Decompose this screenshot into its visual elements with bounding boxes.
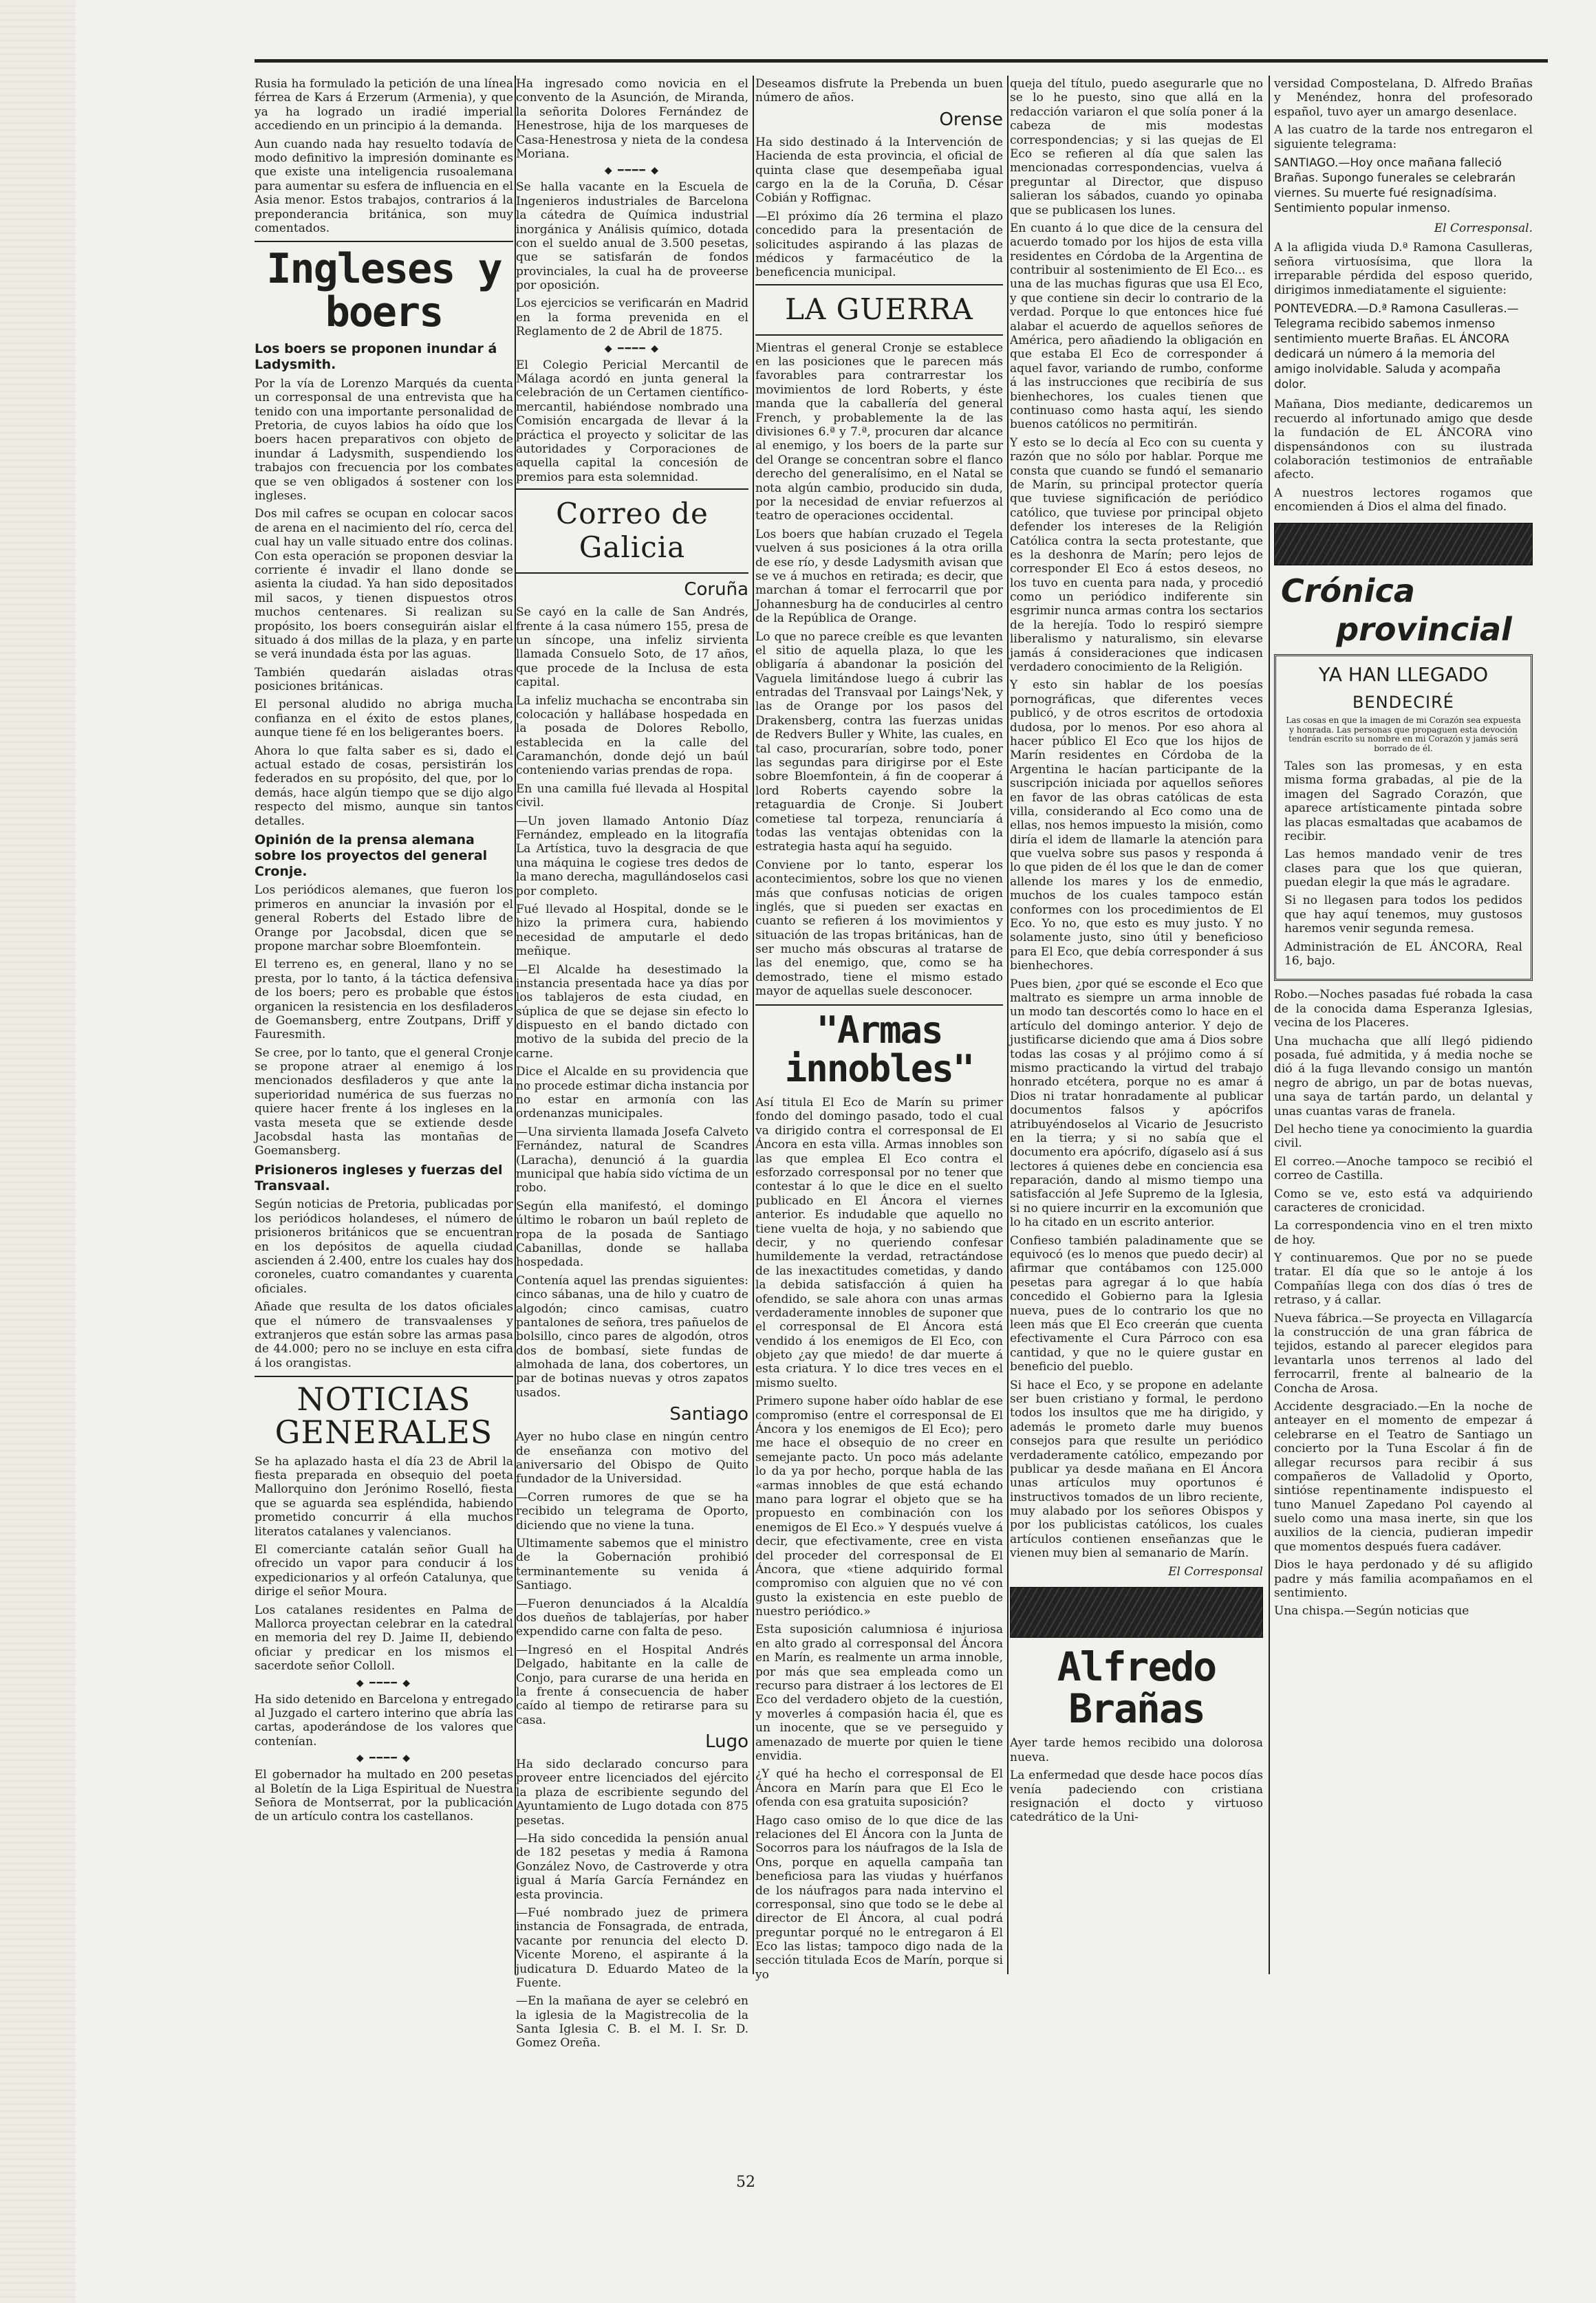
article-paragraph: Confieso también paladinamente que se equivocó (es lo menos que puedo decir) al afirmar que contábamos con 125.000 pesetas para agregar á lo que había concedido el Gobierno para la Iglesia nueva, pues de lo contrario los que no leen más que El Eco creerán que cuenta efectivamente el Cura Párroco con esa cantidad, y que no le quiere gustar en beneficio del pueblo. xyxy=(1010,1233,1263,1374)
advert-box xyxy=(1274,654,1533,982)
article-paragraph: Aun cuando nada hay resuelto todavía de modo definitivo la impresión dominante es que existe una inteligencia rusoalemana para aumentar su esfera de influencia en el Asia menor. Estos trabajos, contrarios á la preponderancia británica, son muy comentados. xyxy=(255,137,513,235)
article-paragraph: —El próximo día 26 termina el plazo concedido para la presentación de solicitudes aspirando á las plazas de médicos y farmacéutico de la beneficencia municipal. xyxy=(755,209,1003,280)
column-rule xyxy=(1007,76,1009,1974)
article-paragraph: Ha ingresado como novicia en el convento de la Asunción, de Miranda, la señorita Dolores Fernández de Henestrose, hija de los marqueses de Casa-Henestrosa y nieta de la condesa Moriana. xyxy=(516,77,748,161)
column-2 xyxy=(516,77,748,2055)
article-paragraph: queja del título, puedo asegurarle que no se lo he puesto, sino que allá en la redacción variaron el que solía poner á la cabeza de mis modestas correspondencias; y si las quejas de El Eco se refieren al día que salen las mencionadas correspondencias, vuelva á preguntar al Director, que dispuso salieran los sábados, cuando yo opinaba que se publicasen los lunes. xyxy=(1010,77,1263,217)
subheading: Los boers se proponen inundar á Ladysmith. xyxy=(255,341,497,373)
article-paragraph: Mañana, Dios mediante, dedicaremos un recuerdo al infortunado amigo que desde la fundación de EL ÁNCORA vino dispensándonos con su ilustrada colaboración testimonios de entrañable afecto. xyxy=(1274,398,1533,482)
advert-paragraph: Administración de EL ÁNCORA, Real 16, bajo. xyxy=(1284,940,1522,969)
ornament-separator: ◆ ━━━━ ◆ xyxy=(356,1753,412,1764)
article-paragraph: A las cuatro de la tarde nos entregaron el siguiente telegrama: xyxy=(1274,123,1533,151)
article-paragraph: Se cree, por lo tanto, que el general Cronje se propone atraer al enemigo á los mencionados desfiladeros y que ante la superioridad numérica de sus fuerzas no quiere hacer frente á los ingleses en la vasta meseta que se extiende desde Jacobsdal hasta las montañas de Goemansberg. xyxy=(255,1046,513,1158)
article-paragraph: Dice el Alcalde en su providencia que no procede estimar dicha instancia por no estar en armonía con las ordenanzas municipales. xyxy=(516,1065,748,1121)
article-paragraph: Y esto sin hablar de los poesías pornográficas, que diferentes veces publicó, y de otros escritos de ortodoxia dudosa, por lo menos. Por eso ahora al hacer público El Eco que los hijos de Marín residentes en Córdoba de la Argentina le hacían participante de la suscripción iniciada por aquellos señores en favor de las obras católicas de esta villa, considerando al Eco como una de ellas, nos hemos impuesto la misión, como diría el idem de llamarle la atención para que vuelva sobre sus pasos y responda á lo que piden de él los que le dan de comer allende los mares y los de enmedio, muchos de los cuales tampoco están conformes con los procedimientos de El Eco. Yo no, que esto es muy justo. Y no solamente justo, sino útil y beneficioso para El Eco, que debía corresponder á sus bienhechores. xyxy=(1010,678,1263,973)
column-rule xyxy=(1269,76,1270,1974)
article-paragraph: Ahora lo que falta saber es si, dado el actual estado de cosas, persistirán los federados en su propósito, del que, por lo demás, hace algún tiempo que se dijo algo respecto del mismo, aunque sin tantos detalles. xyxy=(255,744,513,828)
article-paragraph: Ayer no hubo clase en ningún centro de enseñanza con motivo del aniversario del Obispo de Quito fundador de la Universidad. xyxy=(516,1430,748,1486)
section-header-box xyxy=(516,488,748,574)
article-paragraph: —Fueron denunciados á la Alcaldía dos dueños de tablajerías, por haber expendido carne con falta de peso. xyxy=(516,1597,748,1639)
article-paragraph: Se ha aplazado hasta el día 23 de Abril la fiesta preparada en obsequio del poeta Mallorquino don Jerónimo Roselló, fiesta que se aguarda sea espléndida, habiendo prometido concurrir á ella muchos literatos catalanes y valencianos. xyxy=(255,1454,513,1539)
divider xyxy=(255,241,513,242)
article-paragraph: Los periódicos alemanes, que fueron los primeros en anunciar la invasión por el general Roberts del Estado libre de Orange por Jacobsdal, dicen que se propone marchar sobre Bloemfontein. xyxy=(255,883,513,953)
article-paragraph: Los catalanes residentes en Palma de Mallorca proyectan celebrar en la catedral en memoria del rey D. Jaime II, debiendo oficiar y predicar en los mismos el sacerdote señor Colloll. xyxy=(255,1603,513,1674)
signature: El Corresponsal xyxy=(1168,1564,1263,1579)
article-paragraph: Así titula El Eco de Marín su primer fondo del domingo pasado, todo el cual va dirigido contra el corresponsal de El Áncora en esta villa. Armas innobles son las que emplea El Eco contra el esforzado corresponsal por no tener que contestar á lo que le dice en el suelto publicado en El Áncora el viernes anterior. Es indudable que aquello no tiene vuelta de hoja, y no sabiendo que decir, y no queriendo confesar humildemente la verdad, retractándose de las inexactitudes cometidas, y dando la debida satisfacción á quien ha ofendido, se sale ahora con unas armas verdaderamente innobles de suponer que el corresponsal de El Áncora está vendido á los enemigos de El Eco, con objeto ¿ay que miedo! de dar muerte á esta criatura. Y lo dice tres veces en el mismo suelto. xyxy=(755,1096,1003,1390)
signature: El Corresponsal. xyxy=(1434,221,1533,236)
article-paragraph: En una camilla fué llevada al Hospital civil. xyxy=(516,781,748,810)
article-paragraph: Una muchacha que allí llegó pidiendo posada, fué admitida, y á media noche se dió á la fuga llevando consigo un mantón negro de abrigo, un par de botas nuevas, una saya de tartán pardo, un delantal y unas cuantas varas de franela. xyxy=(1274,1034,1533,1118)
article-paragraph: Robo.—Noches pasadas fué robada la casa de la conocida dama Esperanza Iglesias, vecina de los Placeres. xyxy=(1274,988,1533,1030)
city-heading-orense: Orense xyxy=(939,109,1003,130)
article-paragraph: El gobernador ha multado en 200 pesetas al Boletín de la Liga Espiritual de Nuestra Señora de Montserrat, por la publicación de un artículo contra los castellanos. xyxy=(255,1768,513,1824)
advert-paragraph: Las hemos mandado venir de tres clases para que los que quieran, puedan elegir la que más le agradare. xyxy=(1284,847,1522,890)
article-paragraph: Según ella manifestó, el domingo último le robaron un baúl repleto de ropa de la posada de Santiago Cabanillas, donde se hallaba hospedada. xyxy=(516,1199,748,1270)
column-rule xyxy=(753,76,754,1974)
city-heading-lugo: Lugo xyxy=(705,1731,748,1753)
article-paragraph: Del hecho tiene ya conocimiento la guardia civil. xyxy=(1274,1122,1533,1151)
article-paragraph: versidad Compostelana, D. Alfredo Brañas y Menéndez, honra del profesorado español, tuvo ayer un amargo desenlace. xyxy=(1274,77,1533,119)
article-paragraph: Se halla vacante en la Escuela de Ingenieros industriales de Barcelona la cátedra de Química industrial inorgánica y Análisis químico, dotada con el sueldo anual de 3.500 pesetas, que se satisfarán de fondos provinciales, la cual ha de proveerse por oposición. xyxy=(516,180,748,293)
article-paragraph: Lo que no parece creíble es que levanten el sitio de aquella plaza, lo que les obligaría á abandonar la posición del Vaguela limitándose luego á cubrir las entradas del Transvaal por Laings'Nek, y las de Orange por los pasos del Drakensberg, contra las fuerzas unidas de Redvers Buller y White, las cuales, en tal caso, procurarían, sobre todo, poner las segundas para dirigirse por el Este sobre Bloemfontein, á fin de cooperar á lord Roberts cayendo sobre la retaguardia de Cronje. Si Joubert cometiese tal torpeza, renunciaría á todas las ventajas obtenidas con la estrategia hasta aquí ha seguido. xyxy=(755,629,1003,854)
article-paragraph: ¿Y qué ha hecho el corresponsal de El Áncora en Marín para que El Eco le ofenda con esa gratuita suposición? xyxy=(755,1767,1003,1810)
article-paragraph: Dos mil cafres se ocupan en colocar sacos de arena en el nacimiento del río, cerca del cual hay un valle situado entre dos colinas. Con esta operación se proponen desviar la corriente é invadir el llano donde se asienta la ciudad. Ya han sido depositados mil sacos, y tienen dispuestos otros muchos centenares. Si realizan su propósito, los boers conseguirán aislar el situado á dos millas de la plaza, y en parte se verá inundada ésta por las aguas. xyxy=(255,507,513,662)
article-paragraph: Conviene por lo tanto, esperar los acontecimientos, sobre los que no vienen más que confusas noticias de origen inglés, que si pueden ser exactas en cuanto se refieren á los movimientos y situación de las tropas británicas, han de ser mucho más obscuras al tratarse de las del enemigo, que, como se ha demostrado, tiene el mismo estado mayor de aquellas suele desconocer. xyxy=(755,858,1003,999)
article-paragraph: Se cayó en la calle de San Andrés, frente á la casa número 155, presa de un síncope, una infeliz sirvienta llamada Consuelo Soto, de 17 años, que procede de la Inclusa de esta capital. xyxy=(516,605,748,690)
article-paragraph: La infeliz muchacha se encontraba sin colocación y hallábase hospedada en la posada de Dolores Rebollo, establecida en la calle del Caramanchón, donde dejó un baúl conteniendo varias prendas de ropa. xyxy=(516,693,748,778)
article-paragraph: Si hace el Eco, y se propone en adelante ser buen cristiano y formal, le perdono todos los insultos que me ha dirigido, y además le prometo darle muy buenos consejos para que resulte un periódico verdaderamente católico, empezando por publicar ya desde mañana en El Áncora unas artículos muy oportunos é instructivos tomados de un libro reciente, muy alabado por los señores Obispos y por los publicistas católicos, los cuales artículos contienen enseñanzas que le vienen muy bien al semanario de Marín. xyxy=(1010,1378,1263,1561)
column-3 xyxy=(755,77,1003,1986)
article-paragraph: La enfermedad que desde hace pocos días venía padeciendo con cristiana resignación el docto y virtuoso catedrático de la Uni- xyxy=(1010,1769,1263,1825)
section-title-correo-galicia: Correo de Galicia xyxy=(556,497,709,565)
city-heading-coruna: Coruña xyxy=(684,579,748,601)
article-paragraph: El comerciante catalán señor Guall ha ofrecido un vapor para conducir á los expedicionarios y al orfeón Catalunya, que dirige el señor Moura. xyxy=(255,1543,513,1599)
mourning-banner xyxy=(1274,523,1533,565)
divider xyxy=(255,1376,513,1377)
article-paragraph: —Una sirvienta llamada Josefa Calveto Fernández, natural de Scandres (Laracha), denunció á la guardia municipal que había sido víctima de un robo. xyxy=(516,1125,748,1196)
article-paragraph: Ha sido declarado concurso para proveer entre licenciados del ejército la plaza de escribiente segundo del Ayuntamiento de Lugo dotada con 875 pesetas. xyxy=(516,1758,748,1828)
article-paragraph: Según noticias de Pretoria, publicadas por los periódicos holandeses, el número de prisioneros británicos que se encuentran en los depósitos de aquella ciudad ascienden á 2.400, entre los cuales hay dos coroneles, cuatro comandantes y cuarenta oficiales. xyxy=(255,1198,513,1296)
article-paragraph: Mientras el general Cronje se establece en las posiciones que le parecen más favorables para contrarrestar los movimientos de lord Roberts, y éste manda que la caballería del general French, y probablemente la de las divisiones 6.ª y 7.ª, procuren dar alcance al enemigo, y los boers de la parte sur del Orange se concentran sobre el flanco derecho del generalísimo, en el Natal se nota algún cambio, producido sin duda, por la necesidad de enviar refuerzos al teatro de operaciones occidental. xyxy=(755,340,1003,523)
article-paragraph: El Colegio Pericial Mercantil de Málaga acordó en junta general la celebración de un Certamen científico-mercantil, habiéndose nombrado una Comisión encargada de llevar á la práctica el proyecto y solicitar de las autoridades y Corporaciones de aquella capital la concesión de premios para esta solemnidad. xyxy=(516,358,748,484)
article-paragraph: Ayer tarde hemos recibido una dolorosa nueva. xyxy=(1010,1736,1263,1764)
city-heading-santiago: Santiago xyxy=(669,1404,748,1425)
article-paragraph: Hago caso omiso de lo que dice de las relaciones del El Áncora con la Junta de Socorros para los náufragos de la Isla de Ons, porque en aquella campaña tan beneficiosa para las viudas y huérfanos de los náufragos para nada intervino el corresponsal, sino que todo se le debe al director de El Áncora, al cual podrá preguntar porqué no le entregaron á El Eco las listas; tampoco digo nada de la sección titulada Ecos de Marín, porque si yo xyxy=(755,1813,1003,1982)
column-5 xyxy=(1274,77,1533,1623)
article-paragraph: Esta suposición calumniosa é injuriosa en alto grado al corresponsal del Áncora en Marín, es realmente un arma innoble, por más que sea empleada como un recurso para distraer á los lectores de El Eco del verdadero objeto de la cuestión, y moverles á compasión hacia él, que es un inocente, que se ve perseguido y amenazado de muerte por quien le tiene envidia. xyxy=(755,1623,1003,1763)
article-paragraph: Una chispa.—Según noticias que xyxy=(1274,1604,1469,1619)
subheading: Opinión de la prensa alemana sobre los proyectos del general Cronje. xyxy=(255,832,488,879)
advert-paragraph: Si no llegasen para todos los pedidos que hay aquí tenemos, muy gustosos haremos venir segunda remesa. xyxy=(1284,894,1522,936)
article-paragraph: —Ingresó en el Hospital Andrés Delgado, habitante en la calle de Conjo, para curarse de una herida en la frente á consecuencia de haber caído al tiempo de retirarse para su casa. xyxy=(516,1643,748,1727)
article-paragraph: También quedarán aisladas otras posiciones británicas. xyxy=(255,665,513,694)
article-paragraph: En cuanto á lo que dice de la censura del acuerdo tomado por los hijos de esta villa residentes en Córdoba de la Argentina de contribuir al sostenimiento de El Eco... es una de las muchas figuras que usa El Eco, y que contiene sin decir lo contrario de la verdad. Porque lo que entonces hice fué alabar el acuerdo de aquellos señores de América, pero añadiendo la obligación en que estaba El Eco de corresponder á aquel favor, variando de rumbo, conforme á las instrucciones que recibiría de sus bienhechores, los cuales tienen que continuaso como hasta aquí, les siendo buenos católicos no permitirán. xyxy=(1010,221,1263,432)
article-paragraph: —Fué nombrado juez de primera instancia de Fonsagrada, de entrada, vacante por renuncia del electo D. Vicente Moreno, el aspirante á la judicatura D. Eduardo Mateo de la Fuente. xyxy=(516,1905,748,1990)
article-paragraph: Pues bien, ¿por qué se esconde el Eco que maltrato es siempre un arma innoble de un modo tan descortés como lo hace en el artículo del domingo anterior. Y dejo de justificarse diciendo que ama á Dios sobre todas las cosas y al prójimo como á sí mismo practicando la virtud del trabajo honrado etcétera, porque no es amar á Dios ni tratar honradamente al publicar documentos falsos y apócrifos atribuyéndoselos al Vicario de Jesucristo en la tierra; y si no sabía que el documento era apócrifo, dígaselo así á sus lectores á quienes debe en conciencia esa reparación, dando al mismo tiempo una satisfacción al Jefe Supremo de la Iglesia, si no quiere incurrir en la excomunión que lo ha citado en un escrito anterior. xyxy=(1010,977,1263,1230)
article-paragraph: Ha sido detenido en Barcelona y entregado al Juzgado el cartero interino que abría las cartas, apoderándose de los valores que contenían. xyxy=(255,1692,513,1749)
article-paragraph: A la afligida viuda D.ª Ramona Casulleras, señora virtuosísima, que llora la irreparable pérdida del esposo querido, dirigimos inmediatamente el siguiente: xyxy=(1274,241,1533,297)
heading-provincial: provincial xyxy=(1336,611,1512,649)
headline-noticias-generales: NOTICIAS GENERALES xyxy=(274,1381,493,1451)
ornament-separator: ◆ ━━━━ ◆ xyxy=(604,165,660,177)
heading-cronica: Crónica xyxy=(1281,572,1415,609)
article-paragraph: Dios le haya perdonado y dé su afligido padre y más familia acompañamos en el sentimiento. xyxy=(1274,1558,1533,1601)
subheading: Prisioneros ingleses y fuerzas del Transvaal. xyxy=(255,1162,503,1193)
article-paragraph: —El Alcalde ha desestimado la instancia presentada hace ya días por los tablajeros de esta ciudad, en súplica de que se dejase sin efecto lo dispuesto en el bando dictado con motivo de la subida del precio de la carne. xyxy=(516,962,748,1061)
section-header-box xyxy=(755,284,1003,336)
article-paragraph: La correspondencia vino en el tren mixto de hoy. xyxy=(1274,1219,1533,1247)
column-4 xyxy=(1010,77,1263,1829)
page-number: 52 xyxy=(736,2174,755,2191)
advert-title: YA HAN LLEGADO xyxy=(1318,662,1489,686)
mourning-banner xyxy=(1010,1587,1263,1638)
headline-alfredo-branas: Alfredo Brañas xyxy=(1057,1643,1216,1732)
column-1 xyxy=(255,77,513,1828)
article-paragraph: Ha sido destinado á la Intervención de Hacienda de esta provincia, el oficial de quinta clase que desempeñaba igual cargo en la de la Coruña, D. César Cobián y Roffignac. xyxy=(755,135,1003,206)
advert-paragraph: Tales son las promesas, y en esta misma forma grabadas, al pie de la imagen del Sagrado Corazón, que aparece artísticamente pintada sobre las placas esmaltadas que acabamos de recibir. xyxy=(1284,759,1522,843)
article-paragraph: Fué llevado al Hospital, donde se le hizo la primera cura, habiendo necesidad de amputarle el dedo meñique. xyxy=(516,902,748,959)
article-paragraph: —En la mañana de ayer se celebró en la iglesia de la Magistrecolia de la Santa Iglesia C. B. el M. I. Sr. D. Gomez Oreña. xyxy=(516,1994,748,2051)
article-paragraph: El personal aludido no abriga mucha confianza en el éxito de estos planes, aunque tiene fé en los beligerantes boers. xyxy=(255,698,513,740)
advert-subtitle: BENDECIRÉ xyxy=(1352,692,1454,712)
page-binding-edge xyxy=(0,0,76,2303)
article-paragraph: Ultimamente sabemos que el ministro de la Gobernación prohibió terminantemente su venida á Santiago. xyxy=(516,1536,748,1593)
ornament-separator: ◆ ━━━━ ◆ xyxy=(356,1677,412,1689)
article-paragraph: Los boers que habían cruzado el Tegela vuelven á sus posiciones á la otra orilla de ese río, y desde Ladysmith avisan que se ve á muchos en retirada; es decir, que marchan á tomar el ferrocarril que por Johannesburg ha de conducirles al centro de la República de Orange. xyxy=(755,527,1003,626)
divider xyxy=(755,1004,1003,1006)
article-paragraph: El terreno es, en general, llano y no se presta, por lo tanto, á la táctica defensiva de los boers; pero es probable que éstos organicen la resistencia en los desfiladeros de Goemansberg, entre Zoutpans, Driff y Fauresmith. xyxy=(255,958,513,1042)
article-paragraph: —Corren rumores de que se ha recibido un telegrama de Oporto, diciendo que no viene la tuna. xyxy=(516,1490,748,1533)
advert-small-print: Las cosas en que la imagen de mi Corazón sea expuesta y honrada. Las personas que propaguen esta devoción tendrán escrito su nombre en mi Corazón y jamás será borrado de él. xyxy=(1286,715,1521,754)
article-paragraph: A nuestros lectores rogamos que encomienden á Dios el alma del finado. xyxy=(1274,486,1533,515)
headline-armas-innobles: "Armas innobles" xyxy=(784,1008,974,1091)
article-paragraph: Contenía aquel las prendas siguientes: cinco sábanas, una de hilo y cuatro de algodón; cinco camisas, cuatro pantalones de señora, tres pañuelos de bolsillo, cinco pares de algodón, otros dos de bombasí, siete fundas de almohada de lana, dos cobertores, un par de botinas nuevas y otros zapatos usados. xyxy=(516,1273,748,1400)
article-paragraph: Los ejercicios se verificarán en Madrid en la forma prevenida en el Reglamento de 2 de Abril de 1875. xyxy=(516,296,748,339)
telegram-text: SANTIAGO.—Hoy once mañana falleció Brañas. Supongo funerales se celebrarán viernes. Su muerte fué resignadísima. Sentimiento popular inmenso. xyxy=(1274,155,1516,216)
article-paragraph: Por la vía de Lorenzo Marqués da cuenta un corresponsal de una entrevista que ha tenido con una importante personalidad de Pretoria, de cuyos labios ha oído que los boers hacen preparativos con objeto de inundar á Ladysmith, suspendiendo los trabajos con frecuencia por los combates que se ven obligados á sostener con los ingleses. xyxy=(255,376,513,504)
article-paragraph: Deseamos disfrute la Prebenda un buen número de años. xyxy=(755,77,1003,105)
article-paragraph: Añade que resulta de los datos oficiales que el número de transvaalenses y extranjeros que están sobre las armas pasa de 44.000; pero no se incluye en esta cifra á los orangistas. xyxy=(255,1300,513,1370)
article-paragraph: Y continuaremos. Que por no se puede tratar. El día que so le antoje á los Compañías llega con dos días ó tres de retraso, y á callar. xyxy=(1274,1251,1533,1308)
article-paragraph: Como se ve, esto está va adquiriendo caracteres de cronicidad. xyxy=(1274,1187,1533,1215)
article-paragraph: Rusia ha formulado la petición de una línea férrea de Kars á Erzerum (Armenia), y que ya ha logrado un iradié imperial accediendo en un principio á la demanda. xyxy=(255,77,513,133)
article-paragraph: Nueva fábrica.—Se proyecta en Villagarcía la construcción de una gran fábrica de tejidos, estando al parecer elegidos para levantarla unos terrenos al lado del ferrocarril, frente al balneario de la Concha de Arosa. xyxy=(1274,1311,1533,1396)
article-paragraph: Y esto se lo decía al Eco con su cuenta y razón que no sólo por hablar. Porque me consta que cuando se fundó el semanario de Marín, su principal protector quería que tuviese significación de periódico católico, que tuviese por principal objeto defender los intereses de la Religión Católica contra la secta protestante, que es la deshonra de Marín; pero lejos de corresponder El Eco á estos deseos, no los tuvo en cuenta para nada, y procedió como un periódico indiferente sin esgrimir nunca armas contra los sectarios de la herejía. Todo lo respiró siempre liberalismo y naturalismo, sin elevarse jamás á consideraciones que indicasen verdadero conocimiento de la Religión. xyxy=(1010,435,1263,675)
telegram-text: PONTEVEDRA.—D.ª Ramona Casulleras.—Telegrama recibido sabemos inmenso sentimiento muerte Brañas. EL ÁNCORA dedicará un número á la memoria del amigo inolvidable. Saluda y acompaña dolor. xyxy=(1274,301,1519,392)
article-paragraph: Accidente desgraciado.—En la noche de anteayer en el momento de empezar á celebrarse en el Teatro de Santiago un concierto por la Tuna Escolar á fin de allegar recursos para recibir á sus compañeros de Valladolid y Oporto, sintióse repentinamente indispuesto el tuno Manuel Zapedano Pol cayendo al suelo como una masa inerte, sin que los auxilios de la ciencia, pudieran impedir que momentos después fuera cadáver. xyxy=(1274,1399,1533,1554)
article-paragraph: —Un joven llamado Antonio Díaz Fernández, empleado en la litografía La Artística, tuvo la desgracia de que una máquina le cogiese tres dedos de la mano derecha, magullándoselos casi por completo. xyxy=(516,814,748,898)
article-paragraph: —Ha sido concedida la pensión anual de 182 pesetas y media á Ramona González Novo, de Castroverde y otra igual á María García Fernández en esta provincia. xyxy=(516,1832,748,1902)
section-title-la-guerra: LA GUERRA xyxy=(785,292,973,326)
ornament-separator: ◆ ━━━━ ◆ xyxy=(604,343,660,354)
article-paragraph: Primero supone haber oído hablar de ese compromiso (entre el corresponsal de El Áncora y los enemigos de El Eco); pero me hace el obsequio de no creer en semejante pacto. Un poco más adelante lo da ya por hecho, porque habla de las «armas innobles de que está echando mano para lograr el objeto que se ha propuesto en combinación con los enemigos de El Eco.» Y después vuelve á decir, que efectivamente, cree en vista del proceder del corresponsal de El Áncora, que «tiene adquirido formal compromiso con alguien que no vé con gusto la existencia en este pueblo de nuestro periódico.» xyxy=(755,1394,1003,1619)
article-paragraph: El correo.—Anoche tampoco se recibió el correo de Castilla. xyxy=(1274,1154,1533,1183)
headline-ingleses-boers: Ingleses y boers xyxy=(266,245,502,337)
